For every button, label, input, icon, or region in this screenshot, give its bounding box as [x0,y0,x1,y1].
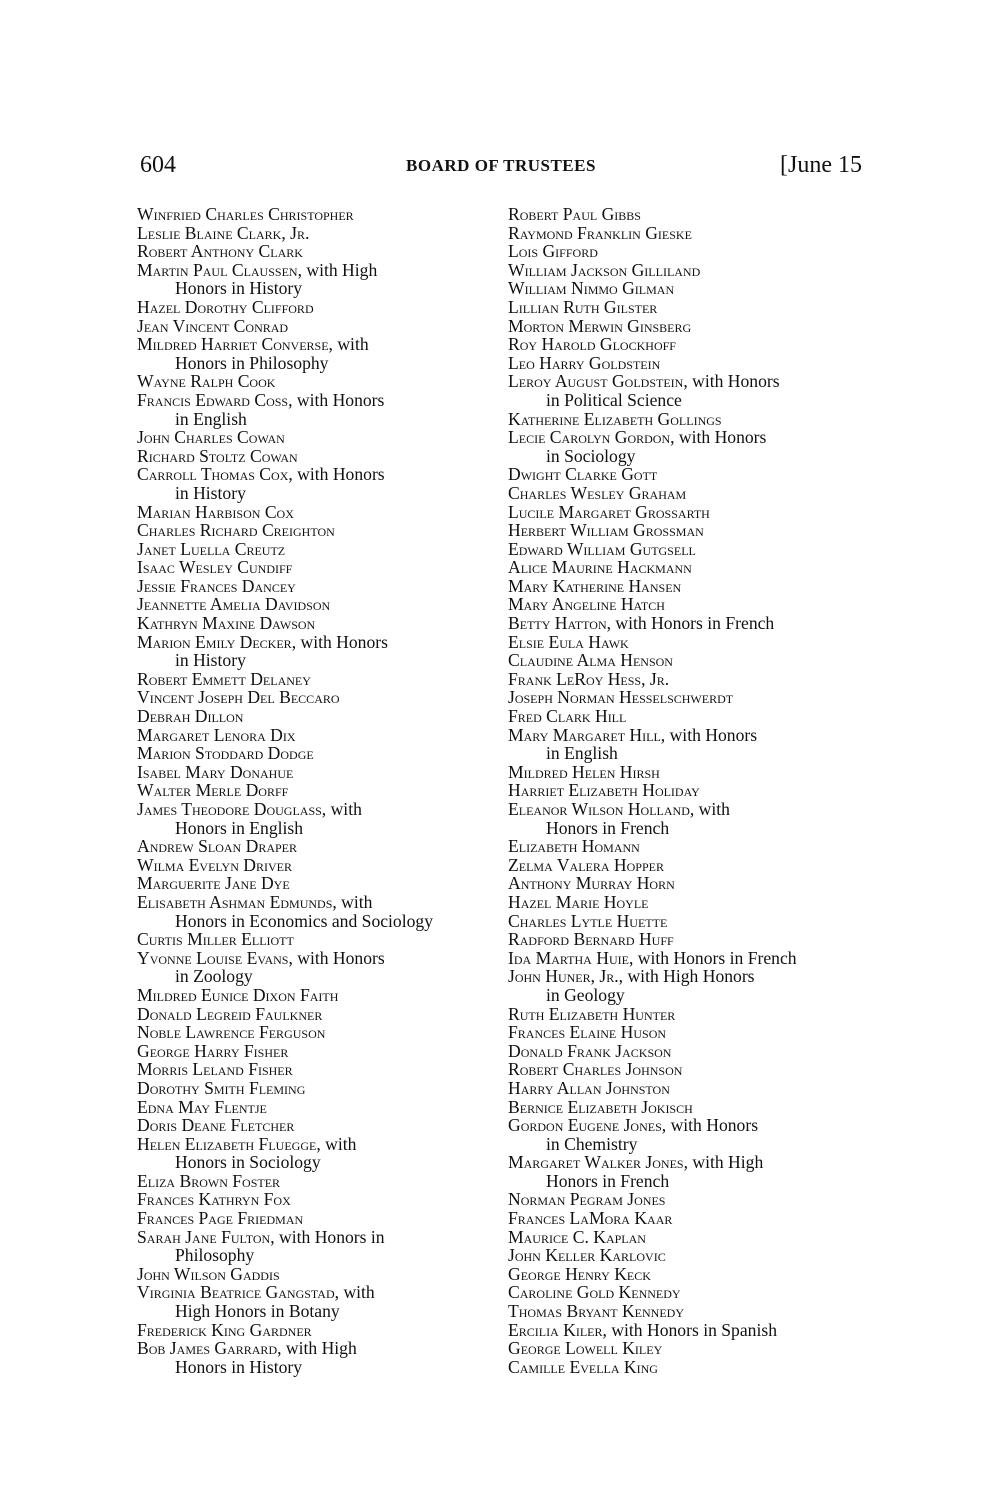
graduate-name: Leroy August Goldstein [508,371,684,392]
graduate-name: Wayne Ralph Cook [137,371,276,392]
graduate-entry [137,707,502,726]
graduate-name: George Lowell Kiley [508,1338,663,1359]
graduate-entry [508,1209,873,1228]
graduate-name: Lecie Carolyn Gordon [508,427,671,448]
graduate-name: Norman Pegram Jones [508,1189,666,1210]
graduate-name: Anthony Murray Horn [508,873,675,894]
graduate-entry [508,298,873,317]
graduate-entry [508,967,873,1004]
graduate-entry [508,242,873,261]
graduate-entry [508,856,873,875]
graduate-entry [137,893,502,930]
graduate-name: Frances LaMora Kaar [508,1208,673,1229]
graduate-entry [137,949,502,986]
graduate-entry [137,503,502,522]
graduate-name: Sarah Jane Fulton [137,1226,271,1247]
graduate-name: Jean Vincent Conrad [137,315,289,336]
graduate-name: Doris Deane Fletcher [137,1115,295,1136]
graduate-name: Mary Katherine Hansen [508,575,682,596]
graduate-entry [137,744,502,763]
graduate-entry [508,1246,873,1265]
graduate-name: Isabel Mary Donahue [137,761,294,782]
graduate-name: Caroline Gold Kennedy [508,1282,681,1303]
graduate-name: Dwight Clarke Gott [508,464,658,485]
graduate-entry [508,354,873,373]
graduate-name: Fred Clark Hill [508,706,627,727]
graduate-entry [508,1358,873,1377]
honors-text-continued: in Sociology [546,445,636,466]
graduate-name: Frederick King Gardner [137,1319,312,1340]
graduate-entry [508,1098,873,1117]
graduate-entry [508,726,873,763]
graduate-entry [137,1265,502,1284]
graduate-entry [137,1135,502,1172]
graduate-name: Zelma Valera Hopper [508,854,664,875]
graduate-name: Frances Kathryn Fox [137,1189,291,1210]
graduate-entry [137,595,502,614]
graduate-entry [137,1023,502,1042]
graduate-entry [137,614,502,633]
honors-text-continued: in History [175,482,246,503]
graduate-name: Ercilia Kiler [508,1319,603,1340]
graduate-name: Donald Legreid Faulkner [137,1003,323,1024]
graduate-entry [137,558,502,577]
graduate-entry [137,540,502,559]
graduate-entry [508,912,873,931]
graduate-name: Andrew Sloan Draper [137,836,297,857]
graduate-entry [508,521,873,540]
graduate-name: Elisabeth Ashman Edmunds [137,891,333,912]
graduate-entry [137,521,502,540]
graduate-entry [137,1339,502,1376]
honors-text: , with Honors [670,427,767,448]
graduate-entry [137,335,502,372]
graduate-entry [137,1079,502,1098]
graduate-entry [508,503,873,522]
graduate-name: John Wilson Gaddis [137,1263,280,1284]
honors-text: , with [328,334,369,355]
graduate-name: Margaret Lenora Dix [137,724,296,745]
running-title: BOARD OF TRUSTEES [406,156,596,175]
graduate-entry [508,1302,873,1321]
graduate-name: Morton Merwin Ginsberg [508,315,692,336]
graduate-name: Gordon Eugene Jones [508,1115,662,1136]
graduate-name: Bernice Elizabeth Jokisch [508,1096,693,1117]
graduate-entry [508,465,873,484]
graduate-name: William Jackson Gilliland [508,259,701,280]
graduate-entry [137,242,502,261]
page-number: 604 [140,152,176,178]
graduate-name: Mildred Harriet Converse [137,334,329,355]
graduate-name: John Keller Karlovic [508,1245,666,1266]
graduate-entry [137,205,502,224]
graduate-entry [508,372,873,409]
graduate-entry [508,633,873,652]
graduate-entry [137,633,502,670]
graduate-name: Lois Gifford [508,241,598,262]
graduate-name: Harriet Elizabeth Holiday [508,780,700,801]
graduate-entry [137,391,502,428]
graduate-entry [137,1042,502,1061]
graduate-name: Robert Anthony Clark [137,241,303,262]
graduate-entry [508,335,873,354]
honors-text-continued: High Honors in Botany [175,1301,340,1322]
graduate-name: Morris Leland Fisher [137,1059,293,1080]
graduate-entry [508,595,873,614]
graduate-name: Hazel Dorothy Clifford [137,296,314,317]
graduate-name: George Harry Fisher [137,1040,289,1061]
honors-text: , with Honors [288,389,385,410]
graduate-name: Radford Bernard Huff [508,929,674,950]
graduate-entry [508,670,873,689]
graduate-name: Claudine Alma Henson [508,650,673,671]
graduate-name: Edna May Flentje [137,1096,267,1117]
graduate-entry [508,540,873,559]
running-date: [June 15 [780,152,862,178]
graduate-name: Edward William Gutgsell [508,538,696,559]
graduate-entry [137,670,502,689]
graduate-entry [508,317,873,336]
graduate-name: Dorothy Smith Fleming [137,1077,306,1098]
graduate-entry [508,949,873,968]
graduate-entry [508,1042,873,1061]
graduate-entry [137,465,502,502]
graduate-name: Virginia Beatrice Gangstad [137,1282,335,1303]
graduate-entry [137,726,502,745]
graduate-name: William Nimmo Gilman [508,278,675,299]
graduate-name: Winfried Charles Christopher [137,204,354,224]
graduate-entry [508,1005,873,1024]
honors-text: , with [689,799,730,819]
honors-text-continued: Honors in History [175,1356,303,1377]
graduates-list-right-column [508,205,873,1376]
honors-text: , with High Honors [618,966,755,987]
graduate-name: Vincent Joseph Del Beccaro [137,687,340,708]
graduate-entry [137,447,502,466]
honors-text-continued: in Political Science [546,389,682,410]
honors-text-continued: in Chemistry [546,1133,638,1154]
graduate-name: Marian Harbison Cox [137,501,294,522]
graduate-entry [508,1079,873,1098]
graduate-name: Frances Elaine Huson [508,1022,667,1043]
graduate-name: Debrah Dillon [137,706,244,727]
graduate-name: Marion Emily Decker [137,631,292,652]
honors-text-continued: in Zoology [175,966,253,987]
honors-text: , with Honors in Spanish [602,1319,777,1340]
honors-text: , with Honors [288,464,385,485]
honors-text-continued: Honors in French [546,1170,670,1191]
honors-text: , with Honors [683,371,780,392]
graduate-name: Mildred Helen Hirsh [508,761,660,782]
graduate-name: Bob James Garrard [137,1338,278,1359]
graduate-entry [508,261,873,280]
graduate-entry [137,1172,502,1191]
graduate-name: John Huner, Jr. [508,966,619,987]
graduate-name: Elsie Eula Hawk [508,631,629,652]
graduate-name: Robert Emmett Delaney [137,668,311,689]
graduate-name: Lillian Ruth Gilster [508,296,658,317]
graduate-name: Leslie Blaine Clark, Jr. [137,222,310,243]
graduate-entry [508,874,873,893]
graduate-name: Eliza Brown Foster [137,1170,281,1191]
graduate-entry [137,688,502,707]
graduate-name: Ida Martha Huie [508,947,629,968]
graduate-name: Robert Paul Gibbs [508,204,641,224]
graduate-entry [137,1283,502,1320]
graduate-entry [508,688,873,707]
graduate-name: Harry Allan Johnston [508,1077,670,1098]
honors-text-continued: in History [175,650,246,671]
honors-text-continued: in Geology [546,984,625,1005]
graduate-name: Carroll Thomas Cox [137,464,289,485]
honors-text: , with [332,891,373,912]
graduate-entry [137,577,502,596]
graduate-entry [137,930,502,949]
graduate-name: Frank LeRoy Hess, Jr. [508,668,670,689]
graduate-name: Janet Luella Creutz [137,538,286,559]
graduate-name: Katherine Elizabeth Gollings [508,408,722,429]
graduate-name: Mary Margaret Hill [508,724,661,745]
graduate-name: Robert Charles Johnson [508,1059,683,1080]
honors-text: , with High [683,1152,764,1173]
honors-text-continued: Honors in History [175,278,303,299]
honors-text-continued: in English [546,743,618,764]
honors-text: , with Honors [288,947,385,968]
graduate-entry [137,1209,502,1228]
graduate-entry [508,1190,873,1209]
graduate-entry [508,1116,873,1153]
graduate-name: Raymond Franklin Gieske [508,222,692,243]
graduate-name: Kathryn Maxine Dawson [137,613,316,634]
graduate-name: Curtis Miller Elliott [137,929,294,950]
honors-text: , with High [277,1338,357,1359]
graduate-name: Ruth Elizabeth Hunter [508,1003,676,1024]
graduate-name: Betty Hatton [508,613,607,634]
graduate-name: Camille Evella King [508,1356,658,1377]
graduate-entry [508,1153,873,1190]
running-header [140,152,862,182]
graduate-name: Herbert William Grossman [508,520,704,541]
graduate-entry [508,484,873,503]
graduate-entry [508,837,873,856]
honors-text: , with Honors in French [628,947,797,968]
graduate-name: Charles Wesley Graham [508,482,687,503]
graduate-name: Donald Frank Jackson [508,1040,672,1061]
graduate-entry [508,205,873,224]
graduate-entry [508,279,873,298]
graduate-entry [137,317,502,336]
graduate-name: James Theodore Douglass [137,799,322,819]
graduate-name: Marion Stoddard Dodge [137,743,314,764]
graduate-entry [137,1321,502,1340]
honors-text: , with High [297,259,378,280]
honors-text: , with Honors in French [606,613,775,634]
graduate-name: Joseph Norman Hesselschwerdt [508,687,734,708]
honors-text: , with [316,1133,357,1154]
graduate-entry [137,1098,502,1117]
graduate-name: Richard Stoltz Cowan [137,445,298,466]
graduate-name: Noble Lawrence Ferguson [137,1022,326,1043]
graduate-entry [137,874,502,893]
graduate-name: Mary Angeline Hatch [508,594,665,615]
honors-text: , with Honors [291,631,388,652]
graduate-name: Hazel Marie Hoyle [508,891,649,912]
graduate-name: Lucile Margaret Grossarth [508,501,710,522]
graduate-entry [137,372,502,391]
honors-text-continued: in English [175,408,247,429]
graduate-entry [508,614,873,633]
graduate-entry [508,410,873,429]
graduate-name: Frances Page Friedman [137,1208,304,1229]
graduate-name: Eleanor Wilson Holland [508,799,690,819]
graduate-entry [508,1283,873,1302]
graduate-name: Marguerite Jane Dye [137,873,290,894]
honors-text: , with Honors in [270,1226,385,1247]
graduate-entry [137,763,502,782]
graduate-name: Maurice C. Kaplan [508,1226,646,1247]
graduate-entry [508,781,873,800]
honors-text-continued: Honors in Philosophy [175,352,329,373]
graduate-name: Yvonne Louise Evans [137,947,289,968]
graduate-name: Margaret Walker Jones [508,1152,684,1173]
graduate-name: Roy Harold Glockhoff [508,334,676,355]
graduate-name: Elizabeth Homann [508,836,640,857]
graduate-name: Thomas Bryant Kennedy [508,1301,684,1322]
graduate-entry [137,856,502,875]
honors-text-continued: Philosophy [175,1245,255,1266]
graduate-entry [508,763,873,782]
graduate-entry [508,1023,873,1042]
honors-text-continued: Honors in French [546,817,670,838]
graduate-entry [137,1190,502,1209]
graduate-name: George Henry Keck [508,1263,651,1284]
graduate-name: Francis Edward Coss [137,389,289,410]
graduate-entry [137,986,502,1005]
graduate-name: Martin Paul Claussen [137,259,298,280]
graduate-entry [137,428,502,447]
graduate-entry [508,651,873,670]
graduate-name: Walter Merle Dorff [137,780,289,801]
graduate-name: Charles Richard Creighton [137,520,335,541]
graduate-entry [137,224,502,243]
graduate-entry [508,800,873,837]
graduate-entry [137,1060,502,1079]
graduate-entry [508,1321,873,1340]
graduate-entry [508,1228,873,1247]
honors-text: , with [334,1282,375,1303]
graduate-name: Mildred Eunice Dixon Faith [137,984,339,1005]
honors-text: , with [321,799,362,819]
honors-text: , with Honors [661,1115,759,1136]
graduate-name: Alice Maurine Hackmann [508,557,692,578]
graduate-name: Jeannette Amelia Davidson [137,594,331,615]
honors-text: , with Honors [660,724,758,745]
graduate-name: Leo Harry Goldstein [508,352,661,373]
graduate-entry [508,893,873,912]
graduate-entry [137,837,502,856]
graduate-entry [137,781,502,800]
graduate-entry [137,1228,502,1265]
graduate-name: John Charles Cowan [137,427,285,448]
honors-text-continued: Honors in Sociology [175,1152,321,1173]
graduate-entry [508,1060,873,1079]
graduate-entry [508,558,873,577]
graduate-entry [508,1339,873,1358]
graduate-entry [508,224,873,243]
graduate-entry [508,930,873,949]
graduate-entry [137,1005,502,1024]
graduate-name: Jessie Frances Dancey [137,575,296,596]
graduate-entry [508,1265,873,1284]
graduate-entry [137,1116,502,1135]
graduate-name: Helen Elizabeth Fluegge [137,1133,317,1154]
graduate-entry [508,707,873,726]
graduate-entry [508,577,873,596]
graduate-name: Isaac Wesley Cundiff [137,557,293,578]
graduate-entry [508,428,873,465]
honors-text-continued: Honors in English [175,817,304,838]
graduate-entry [137,298,502,317]
honors-text-continued: Honors in Economics and Sociology [175,910,434,931]
graduate-name: Charles Lytle Huette [508,910,668,931]
graduate-name: Wilma Evelyn Driver [137,854,292,875]
graduates-list-left-column [137,205,502,1376]
graduate-entry [137,261,502,298]
graduate-entry [137,800,502,837]
